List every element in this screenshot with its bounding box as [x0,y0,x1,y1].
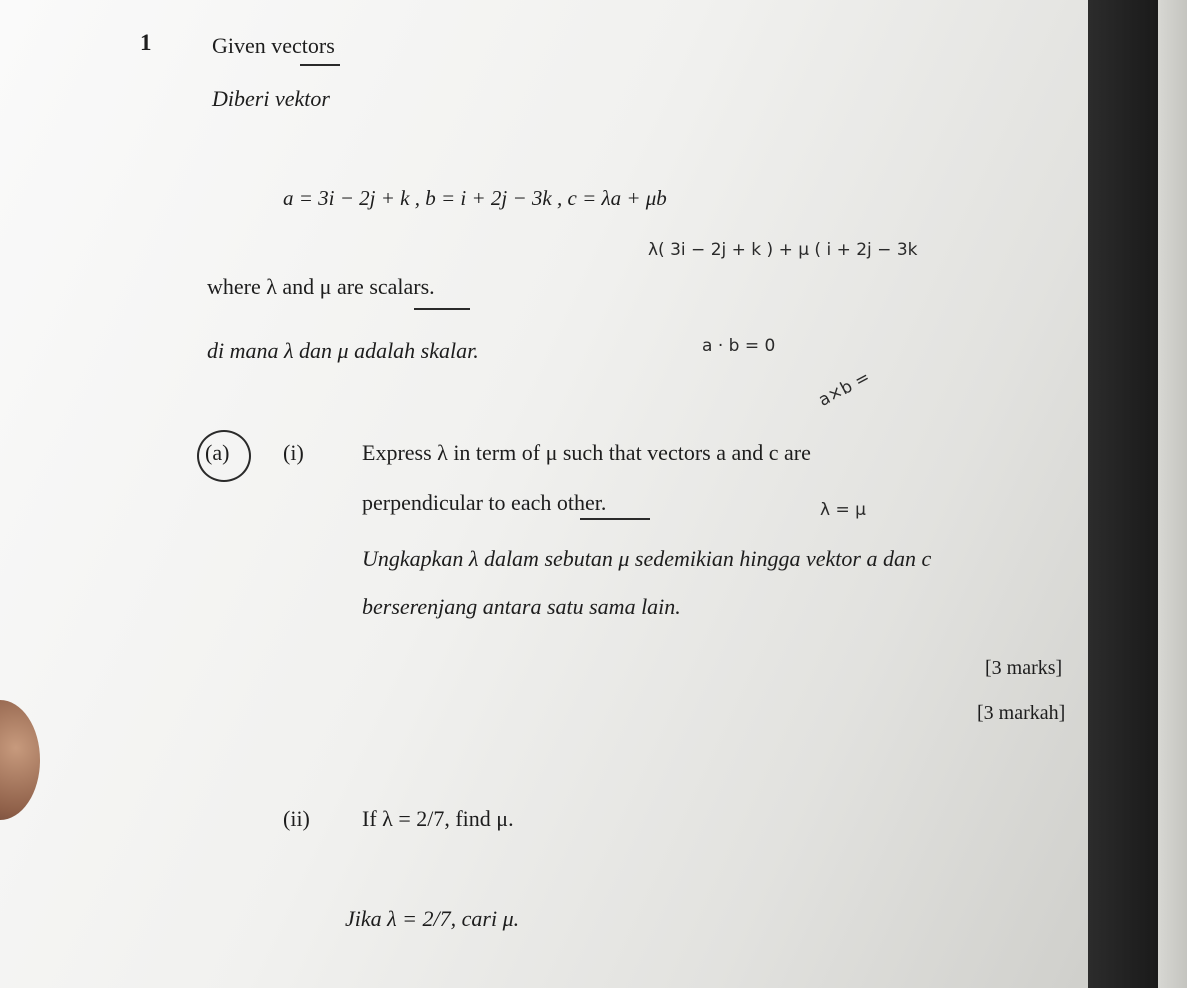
part-a-label: (a) [205,440,230,465]
handwritten-answer: λ = μ [820,500,866,520]
sub-i-malay-line1: Ungkapkan λ dalam sebutan μ sedemikian hingga vektor a dan c [362,546,932,571]
sub-i-malay-line2: berserenjang antara satu sama lain. [362,594,681,619]
handwritten-dot-product: a · b = 0 [702,336,776,356]
pen-underline-other [580,518,650,520]
handwritten-expansion: λ( 3i − 2j + k ) + μ ( i + 2j − 3k [648,240,918,260]
marks-english: [3 marks] [985,657,1063,679]
intro-malay: Diberi vektor [212,86,330,111]
background-edge [1088,0,1158,988]
intro-english: Given vectors [212,33,335,58]
question-number: 1 [140,30,152,55]
scalars-english: where λ and μ are scalars. [207,274,435,299]
sub-ii-english: If λ = 2/7, find μ. [362,806,514,831]
handwritten-cross-product: a×b = [815,367,874,411]
sub-i-english-line1: Express λ in term of μ such that vectors a and c are [362,440,811,465]
scalars-malay: di mana λ dan μ adalah skalar. [207,338,479,363]
sub-i-english-line2: perpendicular to each other. [362,490,607,515]
marks-malay: [3 markah] [977,702,1066,724]
sub-i-label: (i) [283,440,304,465]
pen-underline-vectors [300,64,340,66]
pen-underline-scalars [414,308,470,310]
vector-equation: a = 3i − 2j + k , b = i + 2j − 3k , c = λa + μb [283,186,667,210]
sub-ii-label: (ii) [283,806,310,831]
sub-ii-malay: Jika λ = 2/7, cari μ. [345,906,520,931]
background-edge-light [1158,0,1187,988]
